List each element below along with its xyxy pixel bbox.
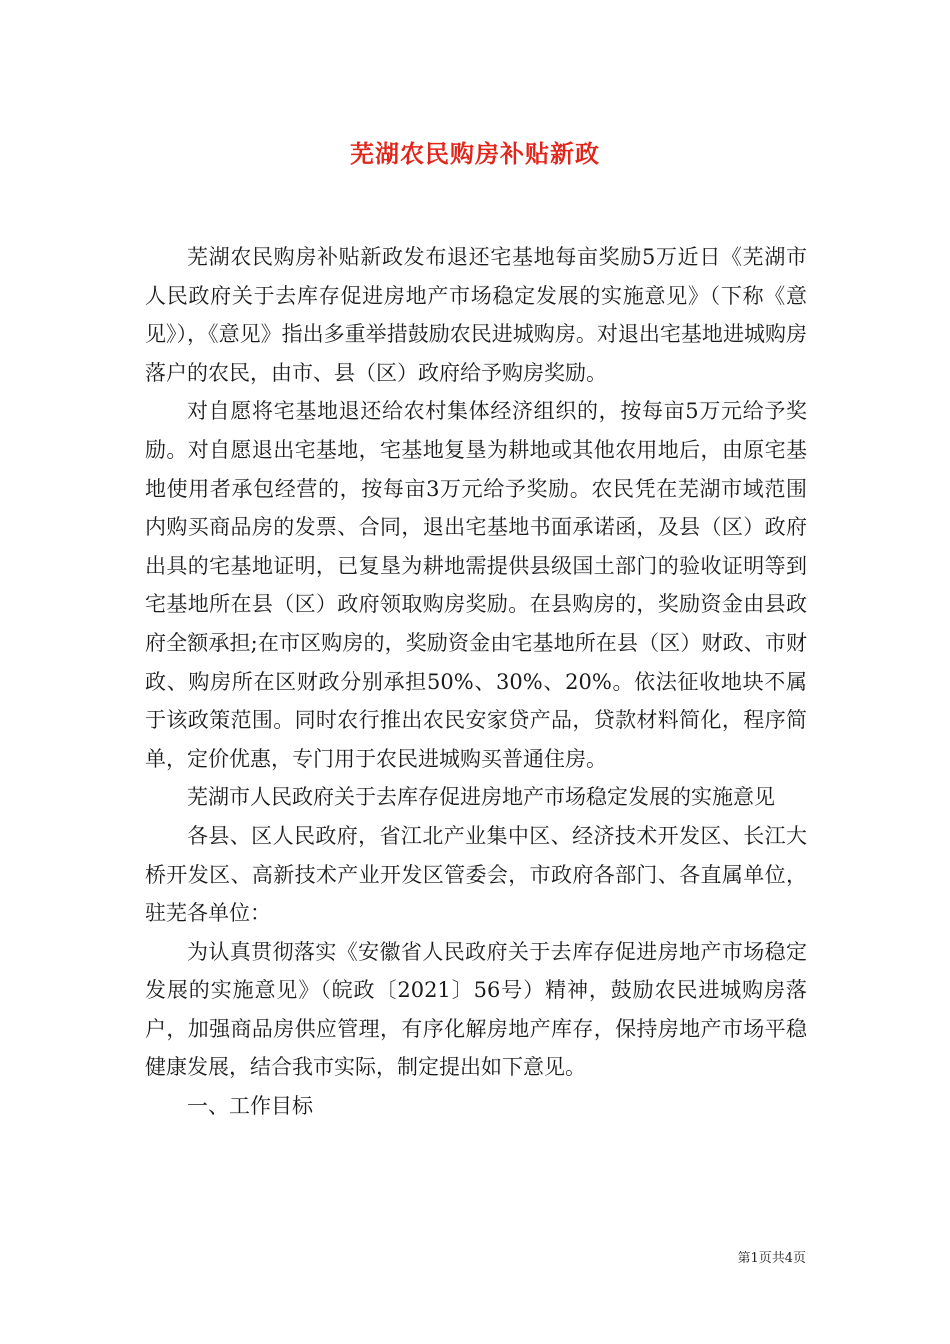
paragraph: 对自愿将宅基地退还给农村集体经济组织的，按每亩5万元给予奖励。对自愿退出宅基地，宅基地复垦为耕地或其他农用地后，由原宅基地使用者承包经营的，按每亩3万元给予奖励。农民凭在芜湖市域范围内购买商品房的发票、合同，退出宅基地书面承诺函，及县（区）政府出具的宅基地证明，已复垦为耕地需提供县级国土部门的验收证明等到宅基地所在县（区）政府领取购房奖励。在县购房的，奖励资金由县政府全额承担;在市区购房的，奖励资金由宅基地所在县（区）财政、市财政、购房所在区财政分别承担50%、30%、20%。依法征收地块不属于该政策范围。同时农行推出农民安家贷产品，贷款材料简化，程序简单，定价优惠，专门用于农民进城购买普通住房。 [145, 399, 807, 771]
page-number: 第1页共4页 [737, 1251, 806, 1266]
paragraph: 各县、区人民政府，省江北产业集中区、经济技术开发区、长江大桥开发区、高新技术产业开发区管委会，市政府各部门、各直属单位，驻芜各单位： [145, 823, 807, 926]
document-title: 芜湖农民购房补贴新政 [350, 140, 600, 168]
section-heading: 一、工作目标 [187, 1094, 313, 1119]
document-body [145, 238, 807, 1126]
paragraph: 为认真贯彻落实《安徽省人民政府关于去库存促进房地产市场稳定发展的实施意见》（皖政〔2021〕56号）精神，鼓励农民进城购房落户，加强商品房供应管理，有序化解房地产库存，保持房地产市场平稳健康发展，结合我市实际，制定提出如下意见。 [145, 939, 807, 1080]
paragraph: 芜湖农民购房补贴新政发布退还宅基地每亩奖励5万近日《芜湖市人民政府关于去库存促进房地产市场稳定发展的实施意见》（下称《意见》），《意见》指出多重举措鼓励农民进城购房。对退出宅基地进城购房落户的农民，由市、县（区）政府给予购房奖励。 [145, 245, 807, 385]
paragraph: 芜湖市人民政府关于去库存促进房地产市场稳定发展的实施意见 [187, 785, 775, 810]
